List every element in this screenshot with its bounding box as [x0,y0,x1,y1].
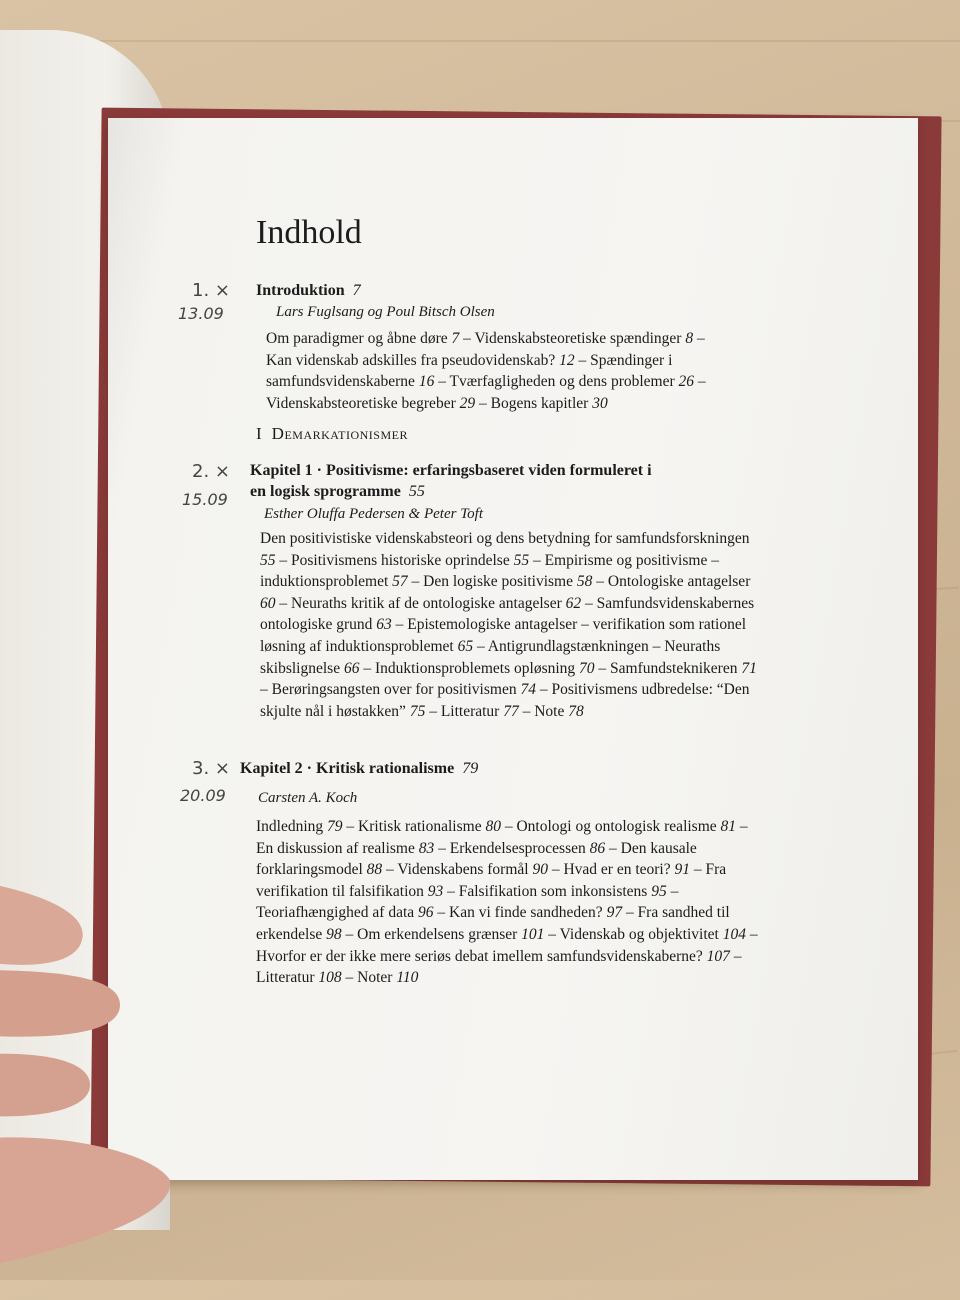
intro-authors: Lars Fuglsang og Poul Bitsch Olsen [276,304,495,320]
intro-items [266,328,726,414]
toc-item-title: – Den logiske positivisme [407,573,577,591]
toc-item-title: – Ontologiske antagelser [592,573,751,591]
toc-item [266,330,459,347]
handwritten-date-1: 13.09 [178,304,224,323]
chapter2-heading [240,758,740,779]
toc-item-title: – Falsifikation som inkonsistens [443,882,652,900]
toc-item-title: – Noter [341,969,397,987]
toc-item-page-number: 8 [685,330,694,347]
toc-item [501,818,736,835]
chapter1-heading [250,460,670,502]
toc-item-page-number: 7 [451,330,460,347]
toc-item-page-number: 107 [706,947,730,965]
toc-item [425,703,518,720]
toc-item-page-number: 98 [326,925,342,943]
toc-item-page-number: 83 [418,839,435,857]
intro-heading [256,280,856,301]
toc-item-title: – Samfundsvidenskabernes ontologiske grund [260,594,755,634]
handwritten-date-3: 20.09 [180,786,226,805]
toc-item-page-number: 65 [457,637,474,655]
handwritten-mark-3: 3. × [192,758,230,779]
toc-item-title: – Neuraths kritik af de ontologiske antagelser [275,594,566,612]
finger-shape [0,1137,170,1270]
toc-item-title: – Videnskabsteoretiske begreber [266,373,706,412]
finger-shape [0,970,120,1037]
toc-item-title: – Kan vi finde sandheden? [433,904,607,922]
toc-item [342,969,419,986]
toc-item-title: – Videnskabsteoretiske spændinger [459,330,686,347]
toc-item-title: – Erkendelsesprocessen [434,839,590,857]
toc-item-title: – Fra verifikation til falsifikation [256,861,727,900]
toc-item-title: – Teoriafhængighed af data [256,882,679,922]
hand-fingers [0,880,170,1300]
toc-item-page-number: 55 [260,551,276,569]
toc-item-page-number: 97 [606,904,623,922]
toc-item-title: – Berøringsangsten over for positivismen [260,681,521,699]
chapter2-heading-text: Kapitel 2 · Kritisk rationalisme [240,760,455,777]
toc-item-title: – Kritisk rationalisme [342,818,486,835]
toc-item-title: – Den kausale forklaringsmodel [256,839,697,879]
contents-page [108,118,918,1180]
toc-item [548,861,690,878]
chapter1-items [260,528,758,722]
toc-item [443,883,666,900]
toc-item [434,373,694,390]
page-title: Indhold [256,214,362,251]
handwritten-mark-1: 1. × [192,280,230,301]
toc-item-page-number: 104 [722,925,746,943]
toc-item [459,330,693,347]
chapter2-items [256,816,768,989]
toc-item [359,660,594,677]
toc-item-title: – Bogens kapitler [475,394,593,412]
toc-item [276,595,582,612]
toc-item-title: – Positivismens historiske oprindelse [275,551,514,569]
toc-item [343,818,501,835]
toc-item-title: – Antigrundlagstænkningen – Neuraths skibslignelse [260,637,721,677]
toc-item [544,926,746,943]
toc-item-title: – Note [518,702,569,720]
toc-item-page-number: 108 [318,969,342,987]
section-numeral: I [256,424,263,443]
toc-item-page-number: 95 [651,882,667,900]
toc-item-page-number: 16 [418,373,435,391]
toc-item-page-number: 81 [720,818,737,835]
book-page [108,118,918,1180]
intro-heading-text: Introduktion [256,282,345,299]
toc-item-page-number: 70 [579,659,595,677]
chapter1-page-number: 55 [408,483,425,500]
toc-item-page-number: 63 [376,616,392,634]
toc-item [382,861,548,878]
toc-item [595,660,757,677]
toc-item-page-number: 26 [678,373,695,391]
toc-item-page-number: 12 [559,351,575,369]
toc-item-page-number: 90 [532,861,548,879]
toc-item-title: – Videnskabens formål [382,861,533,879]
toc-item-title: – Spændinger i samfundsvidenskaberne [266,351,673,391]
toc-item-title: – Ontologi og ontologisk realisme [500,818,721,835]
intro-page-number: 7 [352,282,361,299]
toc-item-page-number: 66 [343,659,360,677]
toc-item [342,926,545,943]
wood-grain [0,40,960,42]
toc-item-title: – Om erkendelsens grænser [341,925,522,943]
toc-item-title: – En diskussion af realisme [256,818,748,857]
handwritten-date-2: 15.09 [182,490,228,509]
section-title: Demarkationismer [271,424,408,443]
toc-item [434,840,605,857]
chapter1-heading-text: Kapitel 1 · Positivisme: erfaringsbaseret viden formuleret i en logisk sprogramme [250,462,652,500]
chapter2-authors: Carsten A. Koch [258,790,358,806]
toc-item-page-number: 80 [485,818,501,835]
toc-item-page-number: 96 [418,904,434,922]
toc-item-title: – Samfundsteknikeren [594,659,742,677]
toc-item-page-number: 75 [409,702,426,720]
toc-item-page-number: 60 [260,594,276,612]
toc-item-page-number: 58 [576,573,593,591]
toc-item-page-number: 79 [327,818,343,835]
toc-item-page-number: 30 [592,394,608,412]
toc-item [256,818,343,835]
chapter1-authors: Esther Oluffa Pedersen & Peter Toft [264,506,484,522]
toc-item-page-number: 91 [674,861,690,879]
section-heading [256,424,408,444]
toc-item-page-number: 77 [503,702,519,720]
toc-item-page-number: 71 [741,659,757,677]
toc-item-title: – Epistemologiske antagelser – verifikation som rationel løsning af induktionsproblemet [260,616,747,655]
toc-item-title: – Litteratur [256,947,742,987]
toc-item [475,395,608,412]
toc-item [276,552,530,569]
finger-shape [0,880,83,965]
toc-item-title: – Hvorfor er der ikke mere seriøs debat imellem samfundsvidenskaberne? [256,925,758,965]
toc-item-page-number: 88 [366,861,383,879]
toc-item-page-number: 57 [392,573,408,591]
handwritten-mark-2: 2. × [192,461,230,482]
toc-item-title: – Tværfagligheden og dens problemer [434,373,679,391]
toc-item-page-number: 78 [568,702,584,720]
toc-item-title: Om paradigmer og åbne døre [266,330,452,347]
toc-item-title: – Induktionsproblemets opløsning [359,659,580,677]
toc-item-title: – Empirisme og positivisme – induktionsproblemet [260,551,719,591]
toc-item-title: – Litteratur [425,702,504,720]
toc-item-page-number: 74 [520,681,536,699]
finger-shape [0,1054,90,1117]
toc-item-title: Den positivistiske videnskabsteori og dens betydning for samfundsforskningen [260,530,750,547]
toc-item-title: – Hvad er en teori? [547,861,675,879]
toc-item-page-number: 62 [565,594,582,612]
toc-item-title: – Fra sandhed til erkendelse [256,904,730,943]
chapter2-page-number: 79 [462,760,479,777]
toc-item-page-number: 86 [589,839,606,857]
toc-item-page-number: 110 [396,969,419,987]
toc-item [434,904,623,921]
toc-item-title: – Positivismens udbredelse: “Den skjulte nål i høstakken” [260,681,750,720]
toc-item-page-number: 93 [427,882,444,900]
toc-item [260,681,536,698]
toc-item-page-number: 101 [521,925,545,943]
toc-item [408,573,593,590]
toc-item [519,703,584,720]
toc-item-title: – Kan videnskab adskilles fra pseudovidenskab? [266,330,705,369]
toc-item-title: – Videnskab og objektivitet [544,925,723,943]
toc-item-page-number: 29 [459,394,476,412]
toc-item-title: Indledning [256,818,328,835]
toc-item-page-number: 55 [513,551,530,569]
